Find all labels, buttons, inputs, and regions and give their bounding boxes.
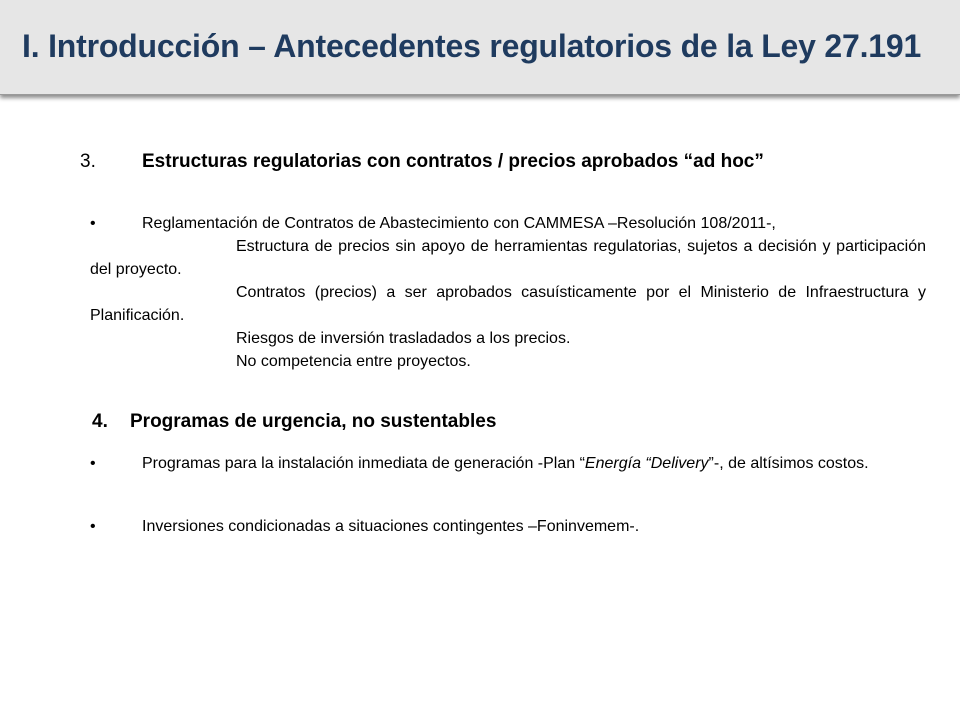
bullet-energia-delivery [90,452,926,475]
sub-item-price-structure: Estructura de precios sin apoyo de herramientas regulatorias, sujetos a decisión y participación del proyecto. [90,238,926,278]
bullet-energia-delivery-text [90,452,926,475]
bullet-cammesa-text: Reglamentación de Contratos de Abastecimiento con CAMMESA –Resolución 108/2011-, [142,215,776,232]
bullet-foninvemem [90,515,926,538]
bullet-energia-delivery-pre: Programas para la instalación inmediata de generación -Plan “ [142,455,585,472]
sub-item-contracts: Contratos (precios) a ser aprobados casuísticamente por el Ministerio de Infraestructura y Planificación. [90,284,926,324]
title-bar [0,0,960,95]
section-4-heading [92,411,496,433]
section-3-heading [80,151,764,173]
bullet-cammesa [90,212,926,235]
bullet-energia-delivery-post: ”-, de altísimos costos. [708,455,869,472]
bullet-foninvemem-text: Inversiones condicionadas a situaciones contingentes –Foninvemem-. [142,518,640,535]
cammesa-sub-list [90,235,926,373]
sub-item-risks: Riesgos de inversión trasladados a los precios. [236,330,571,347]
section-4-title: Programas de urgencia, no sustentables [130,411,497,432]
page-title: I. Introducción – Antecedentes regulatorios de la Ley 27.191 [22,28,922,64]
section-4-number: 4. [92,411,108,432]
plan-name: Energía “Delivery [584,455,709,472]
bullet-icon: • [90,518,96,535]
section-3-title: Estructuras regulatorias con contratos / precios aprobados “ad hoc” [142,151,764,172]
section-3-number: 3. [80,151,96,172]
sub-item-competition: No competencia entre proyectos. [236,353,471,370]
bullet-icon: • [90,215,96,232]
bullet-icon: • [90,455,96,472]
